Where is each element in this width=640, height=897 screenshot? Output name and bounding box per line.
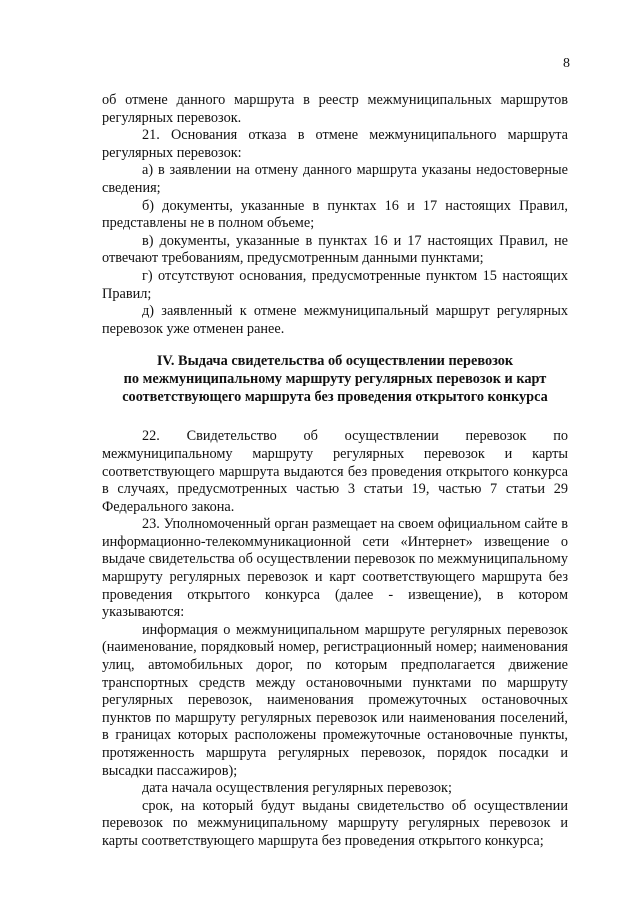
- paragraph-continuation: об отмене данного маршрута в реестр межмуниципальных маршрутов регулярных перевозок.: [102, 92, 568, 126]
- section-heading-line: соответствующего маршрута без проведения открытого конкурса: [122, 389, 548, 406]
- paragraph-21-g: г) отсутствуют основания, предусмотренные пунктом 15 настоящих Правил;: [102, 267, 568, 302]
- section-heading-line: IV. Выдача свидетельства об осуществлении перевозок: [156, 353, 514, 370]
- paragraph-21: 21. Основания отказа в отмене межмуниципального маршрута регулярных перевозок:: [102, 127, 568, 161]
- document-body: [102, 92, 568, 851]
- page-number: 8: [563, 56, 570, 71]
- paragraph-21-v: в) документы, указанные в пунктах 16 и 17 настоящих Правил, не отвечают требованиям, предусмотренным данными пунктами;: [102, 232, 568, 267]
- paragraph-23: 23. Уполномоченный орган размещает на своем официальном сайте в информационно-телекоммуникационной сети «Интернет» извещение о выдаче свидетельства об осуществлении перевозок по межмуниципальному маршруту регулярных перевозок и карт соответствующего маршрута без проведения открытого конкурса (далее - извещение), в котором указываются:: [102, 516, 568, 621]
- paragraph-21-d: д) заявленный к отмене межмуниципальный маршрут регулярных перевозок уже отменен ранее.: [102, 303, 568, 337]
- paragraph-23-route-info: информация о межмуниципальном маршруте регулярных перевозок (наименование, порядковый номер, регистрационный номер; наименования улиц, автомобильных дорог, по которым предполагается движение транспортных средств между остановочными пунктами по маршруту регулярных перевозок, наименования промежуточных остановочных пунктов по маршруту регулярных перевозок или наименования поселений, в границах которых расположены промежуточные остановочные пункты, протяженность маршрута регулярных перевозок, порядок посадки и высадки пассажиров);: [102, 621, 568, 779]
- paragraph-23-term: срок, на который будут выданы свидетельство об осуществлении перевозок по межмуниципальному маршруту регулярных перевозок и карты соответствующего маршрута без проведения открытого конкурса;: [102, 797, 568, 849]
- section-heading: [102, 352, 568, 406]
- section-heading-line: по межмуниципальному маршруту регулярных перевозок и карт: [123, 371, 547, 388]
- paragraph-21-b: б) документы, указанные в пунктах 16 и 17 настоящих Правил, представлены не в полном объеме;: [102, 197, 568, 232]
- paragraph-23-start-date: дата начала осуществления регулярных перевозок;: [142, 780, 452, 797]
- paragraph-22: 22. Свидетельство об осуществлении перевозок по межмуниципальному маршруту регулярных перевозок и карты соответствующего маршрута выдаются без проведения открытого конкурса в случаях, предусмотренных частью 3 статьи 19, частью 7 статьи 29 Федерального закона.: [102, 428, 568, 515]
- paragraph-21-a: а) в заявлении на отмену данного маршрута указаны недостоверные сведения;: [102, 162, 568, 196]
